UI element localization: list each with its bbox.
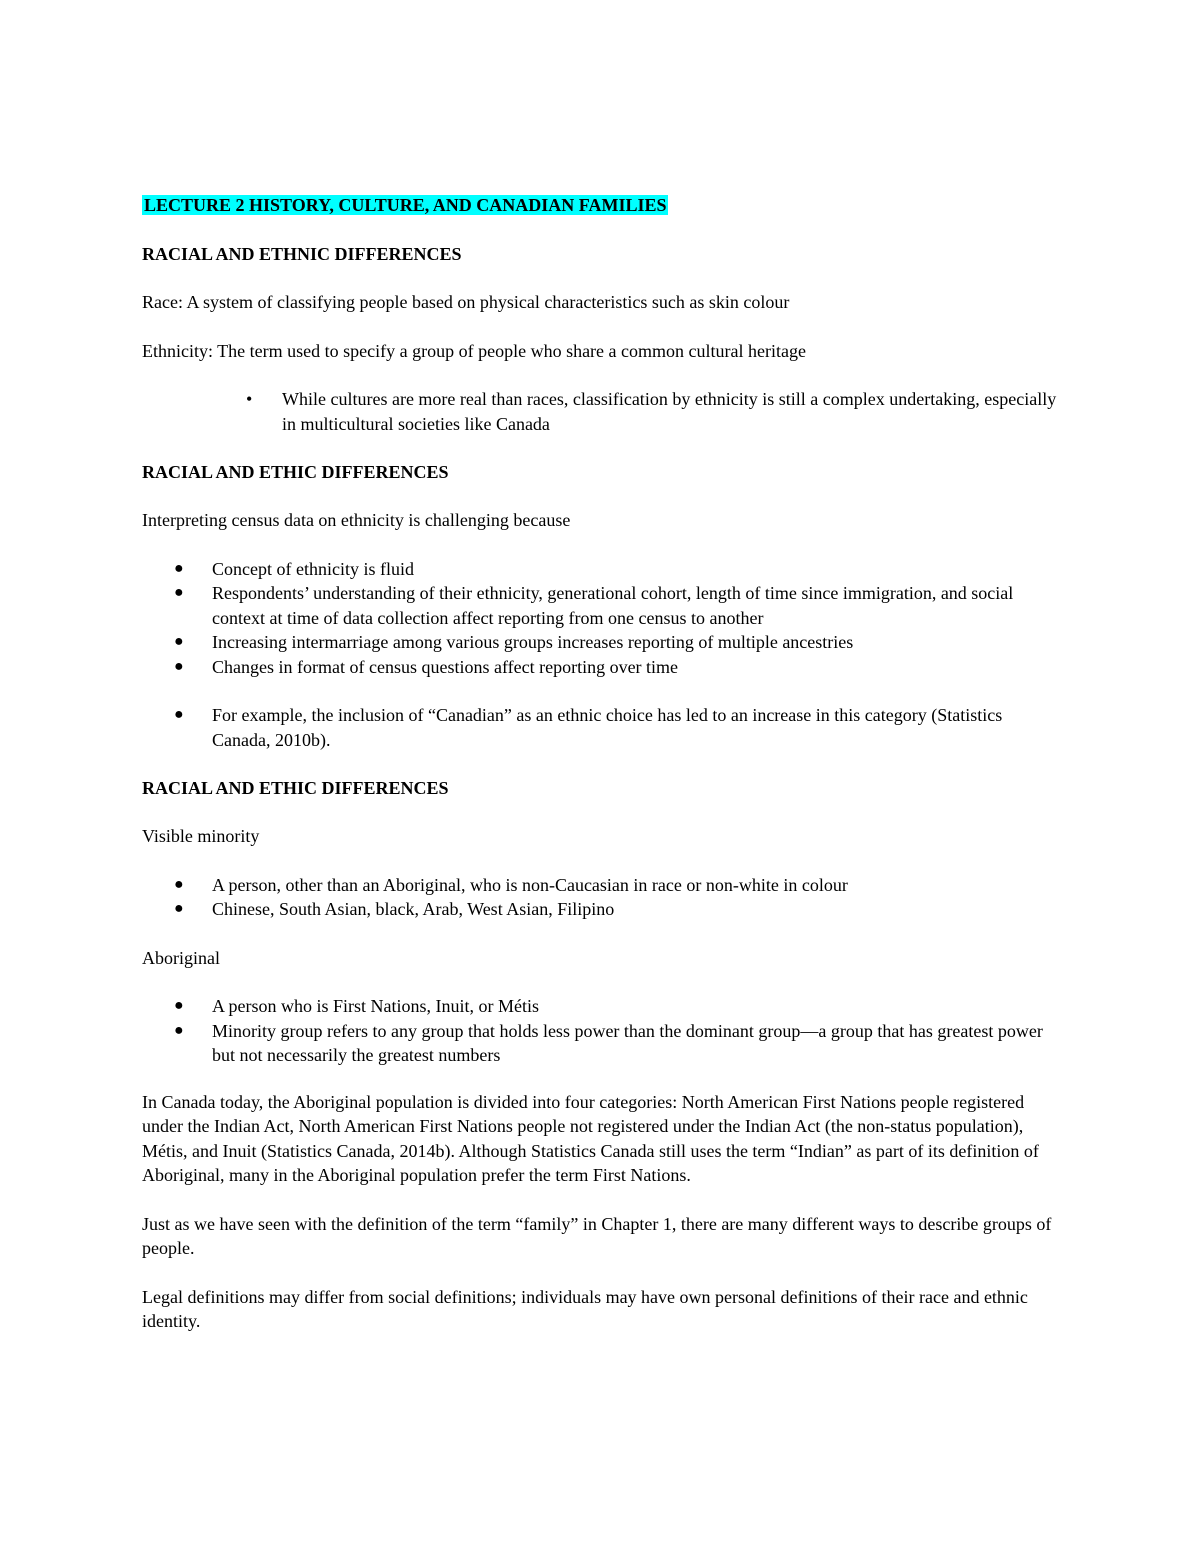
aboriginal-list xyxy=(142,994,1062,1068)
section-heading-racial-ethnic: RACIAL AND ETHNIC DIFFERENCES xyxy=(142,244,462,264)
aboriginal-label: Aboriginal xyxy=(142,947,220,968)
document-title xyxy=(142,192,1062,218)
list-item: ● A person, other than an Aboriginal, who is non-Caucasian in race or non-white in colour xyxy=(142,873,1062,898)
list-item: ● Chinese, South Asian, black, Arab, West Asian, Filipino xyxy=(142,897,1062,922)
race-definition: Race: A system of classifying people based on physical characteristics such as skin colour xyxy=(142,292,790,312)
title-highlight: LECTURE 2 HISTORY, CULTURE, AND CANADIAN FAMILIES xyxy=(144,195,667,215)
section-heading-racial-ethic-1: RACIAL AND ETHIC DIFFERENCES xyxy=(142,462,449,482)
bullet-icon: • xyxy=(246,389,253,409)
bullet-icon: ● xyxy=(174,657,184,675)
list-item: ● Minority group refers to any group that holds less power than the dominant group—a group that has greatest power but not necessarily the greatest numbers xyxy=(174,1020,1043,1065)
section-heading-racial-ethic-2: RACIAL AND ETHIC DIFFERENCES xyxy=(142,778,449,798)
list-item: ● Respondents’ understanding of their ethnicity, generational cohort, length of time since immigration, and social context at time of data collection affect reporting from one census to another xyxy=(174,583,1014,628)
visible-minority-label: Visible minority xyxy=(142,826,260,846)
list-item: ● Changes in format of census questions affect reporting over time xyxy=(142,655,1062,680)
list-item: ● Increasing intermarriage among various groups increases reporting of multiple ancestries xyxy=(142,630,1062,655)
bullet-icon: ● xyxy=(174,633,184,650)
census-example-list xyxy=(142,703,1062,752)
bullet-icon: ● xyxy=(174,1021,184,1039)
list-item: • While cultures are more real than races, classification by ethnicity is still a complex undertaking, especially in multicultural societies like Canada xyxy=(246,389,1057,434)
legal-definitions-paragraph: Legal definitions may differ from social definitions; individuals may have own personal definitions of their race and ethnic identity. xyxy=(142,1286,1028,1331)
list-item: ● Concept of ethnicity is fluid xyxy=(142,557,1062,582)
ethnicity-definition: Ethnicity: The term used to specify a group of people who share a common cultural heritage xyxy=(142,340,806,361)
list-item: ● For example, the inclusion of “Canadian” as an ethnic choice has led to an increase in this category (Statistics Canada, 2010b). xyxy=(174,705,1003,750)
bullet-icon: ● xyxy=(174,997,184,1014)
family-definition-paragraph: Just as we have seen with the definition of the term “family” in Chapter 1, there are many different ways to describe groups of people. xyxy=(142,1213,1052,1258)
list-item: ● A person who is First Nations, Inuit, or Métis xyxy=(142,994,1062,1019)
ethnicity-bullet-list xyxy=(212,387,1062,436)
bullet-icon: ● xyxy=(174,584,184,601)
aboriginal-categories-paragraph: In Canada today, the Aboriginal population is divided into four categories: North American First Nations people registered under the Indian Act, North American First Nations people not registered under the Indian Act (the non-status population), Métis, and Inuit (Statistics Canada, 2014b). Although Statistics Canada still uses the term “Indian” as part of its definition of Aboriginal, many in the Aboriginal population prefer the term First Nations. xyxy=(142,1091,1039,1185)
visible-minority-list xyxy=(142,873,1062,922)
bullet-icon: ● xyxy=(174,875,184,893)
bullet-icon: ● xyxy=(174,900,184,917)
census-bullet-list xyxy=(142,557,1062,680)
bullet-icon: ● xyxy=(174,559,184,577)
census-intro: Interpreting census data on ethnicity is challenging because xyxy=(142,510,571,530)
bullet-icon: ● xyxy=(174,706,184,723)
document-page xyxy=(142,192,1062,1334)
